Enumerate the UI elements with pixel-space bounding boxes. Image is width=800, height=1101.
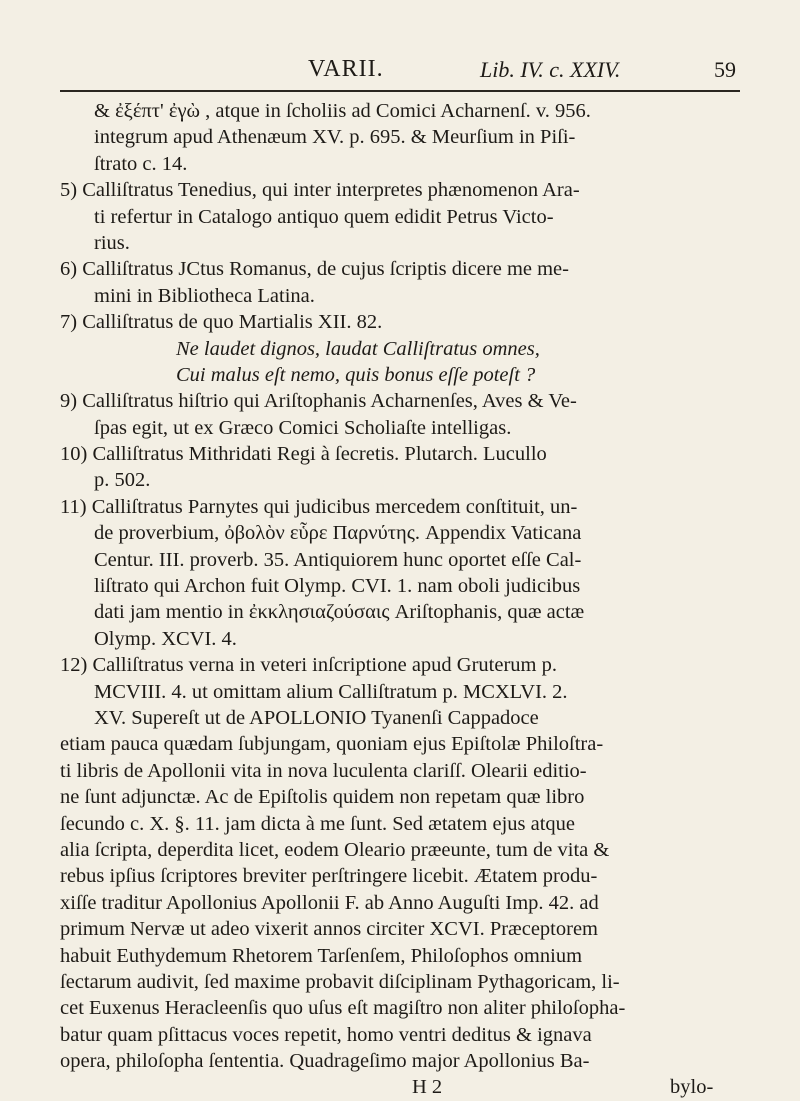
- text-line: & ἐξέπτ' ἐγὼ , atque in ſcholiis ad Comici Acharnenſ. v. 956.: [94, 100, 591, 122]
- text-line: 7) Calliſtratus de quo Martialis XII. 82.: [60, 311, 383, 334]
- running-title: VARII.: [308, 56, 384, 82]
- text-line: ſectarum audivit, ſed maxime probavit diſciplinam Pythagoricam, li-: [60, 970, 620, 993]
- text-line: 12) Calliſtratus verna in veteri inſcriptione apud Gruterum p.: [60, 654, 557, 677]
- text-line: 9) Calliſtratus hiſtrio qui Ariſtophanis Acharnenſes, Aves & Ve-: [60, 390, 577, 413]
- page-number: 59: [714, 57, 736, 82]
- chapter-reference: Lib. IV. c. XXIV.: [480, 57, 621, 82]
- text-line: p. 502.: [94, 469, 151, 492]
- text-line: integrum apud Athenæum XV. p. 695. & Meurſium in Piſi-: [94, 126, 576, 149]
- text-line: cet Euxenus Heracleenſis quo uſus eſt magiſtro non aliter philoſopha-: [60, 997, 626, 1020]
- text-line: habuit Euthydemum Rhetorem Tarſenſem, Philoſophos omnium: [60, 944, 583, 967]
- text-line: mini in Bibliotheca Latina.: [94, 284, 315, 307]
- text-line: de proverbium, ὀβολὸν εὗρε Παρνύτης. Appendix Vaticana: [94, 522, 582, 545]
- text-line: ſpas egit, ut ex Græco Comici Scholiaſte intelligas.: [94, 416, 512, 439]
- text-line: primum Nervæ ut adeo vixerit annos circiter XCVI. Præceptorem: [60, 918, 598, 941]
- text-line: 11) Calliſtratus Parnytes qui judicibus mercedem conſtituit, un-: [60, 495, 578, 518]
- catchword: bylo-: [670, 1076, 714, 1099]
- footer-line: [60, 1074, 740, 1100]
- body-text: [60, 98, 740, 1101]
- text-line: Centur. III. proverb. 35. Antiquiorem hunc oportet eſſe Cal-: [94, 548, 582, 571]
- text-line: ſtrato c. 14.: [94, 152, 188, 175]
- text-line: 10) Calliſtratus Mithridati Regi à ſecretis. Plutarch. Lucullo: [60, 443, 547, 466]
- text-line: ne ſunt adjunctæ. Ac de Epiſtolis quidem non repetam quæ libro: [60, 786, 585, 809]
- verse-line: Ne laudet dignos, laudat Calliſtratus omnes,: [176, 337, 540, 360]
- text-line: 6) Calliſtratus JCtus Romanus, de cujus ſcriptis dicere me me-: [60, 258, 569, 281]
- text-line: rius.: [94, 231, 130, 254]
- running-header: [60, 56, 740, 92]
- text-line: dati jam mentio in ἐκκλησιαζούσαις Ariſtophanis, quæ actæ: [94, 601, 585, 624]
- text-line: xiſſe traditur Apollonius Apollonii F. ab Anno Auguſti Imp. 42. ad: [60, 891, 599, 914]
- text-line: opera, philoſopha ſententia. Quadrageſimo major Apollonius Ba-: [60, 1050, 590, 1073]
- text-line: alia ſcripta, deperdita licet, eodem Oleario præeunte, tum de vita &: [60, 838, 610, 861]
- signature-mark: H 2: [412, 1076, 443, 1099]
- section-heading-line: XV. Supereſt ut de APOLLONIO Tyanenſi Cappadoce: [94, 706, 539, 729]
- text-line: Olymp. XCVI. 4.: [94, 627, 237, 650]
- text-line: liſtrato qui Archon fuit Olymp. CVI. 1. nam oboli judicibus: [94, 575, 581, 598]
- text-line: rebus ipſius ſcriptores breviter perſtringere licebit. Ætatem produ-: [60, 865, 598, 888]
- text-line: batur quam pſittacus voces repetit, homo ventri deditus & ignava: [60, 1023, 592, 1046]
- text-line: ti libris de Apollonii vita in nova luculenta clariſſ. Olearii editio-: [60, 759, 587, 782]
- text-line: MCVIII. 4. ut omittam alium Calliſtratum p. MCXLVI. 2.: [94, 680, 568, 703]
- verse-line: Cui malus eſt nemo, quis bonus eſſe poteſt ?: [176, 363, 536, 386]
- text-line: ti refertur in Catalogo antiquo quem edidit Petrus Victo-: [94, 205, 554, 228]
- text-line: ſecundo c. X. §. 11. jam dicta à me ſunt. Sed ætatem ejus atque: [60, 812, 576, 835]
- text-line: etiam pauca quædam ſubjungam, quoniam ejus Epiſtolæ Philoſtra-: [60, 733, 604, 756]
- text-line: 5) Calliſtratus Tenedius, qui inter interpretes phænomenon Ara-: [60, 179, 580, 202]
